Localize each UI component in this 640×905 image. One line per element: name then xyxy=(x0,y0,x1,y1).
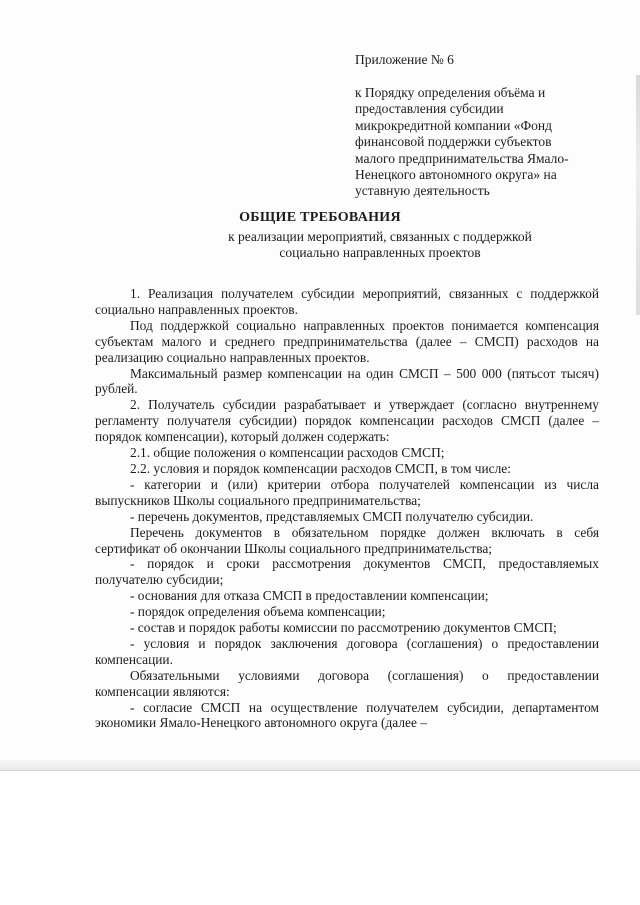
annex-line: уставную деятельность xyxy=(355,183,490,199)
annex-line: микрокредитной компании «Фонд xyxy=(355,117,552,133)
list-item: - согласие СМСП на осуществление получателем субсидии, департаментом экономики Ямало-Ненецкого автономного округа (далее – xyxy=(95,699,599,731)
paragraph: 2. Получатель субсидии разрабатывает и утверждает (согласно внутреннему регламенту получателя субсидии) порядок компенсации расходов СМСП (далее – порядок компенсации), который должен содержать: xyxy=(95,397,599,445)
list-item: - состав и порядок работы комиссии по рассмотрению документов СМСП; xyxy=(130,620,557,636)
paragraph: Перечень документов в обязательном порядке должен включать в себя сертификат об окончании Школы социального предпринимательства; xyxy=(95,524,599,556)
paragraph: Под поддержкой социально направленных проектов понимается компенсация субъектам малого и среднего предпринимательства (далее – СМСП) расходов на реализацию социально направленных проектов. xyxy=(95,317,599,365)
paragraph: 2.2. условия и порядок компенсации расходов СМСП, в том числе: xyxy=(130,460,511,476)
document-subheading: социально направленных проектов xyxy=(279,245,481,260)
list-item: - порядок и сроки рассмотрения документов СМСП, предоставляемых получателю субсидии; xyxy=(95,556,599,588)
document-body xyxy=(95,286,599,731)
paragraph: 1. Реализация получателем субсидии мероприятий, связанных с поддержкой социально направленных проектов. xyxy=(95,286,599,317)
scan-bottom-edge xyxy=(0,760,640,770)
scan-edge-shadow xyxy=(636,75,640,315)
list-item: - перечень документов, представляемых СМСП получателю субсидии. xyxy=(130,508,534,524)
annex-line: малого предпринимательства Ямало- xyxy=(355,150,569,166)
document-heading: ОБЩИЕ ТРЕБОВАНИЯ xyxy=(239,210,401,225)
annex-line: предоставления субсидии xyxy=(355,101,504,117)
annex-title: Приложение № 6 xyxy=(355,52,454,67)
paragraph: Обязательными условиями договора (соглашения) о предоставлении компенсации являются: xyxy=(95,667,599,699)
annex-line: финансовой поддержки субъектов xyxy=(355,134,552,150)
annex-line: Ненецкого автономного округа» на xyxy=(355,167,557,183)
list-item: - порядок определения объема компенсации; xyxy=(130,604,386,620)
paragraph: 2.1. общие положения о компенсации расходов СМСП; xyxy=(130,445,445,461)
list-item: - категории и (или) критерии отбора получателей компенсации из числа выпускников Школы социального предпринимательства; xyxy=(95,476,599,508)
list-item: - основания для отказа СМСП в предоставлении компенсации; xyxy=(130,588,489,604)
annex-line: к Порядку определения объёма и xyxy=(355,85,546,100)
document-subheading: к реализации мероприятий, связанных с поддержкой xyxy=(228,229,532,244)
annex-reference xyxy=(355,85,590,200)
list-item: - условия и порядок заключения договора (соглашения) о предоставлении компенсации. xyxy=(95,635,599,667)
paragraph: Максимальный размер компенсации на один СМСП – 500 000 (пятьсот тысяч) рублей. xyxy=(95,365,599,397)
